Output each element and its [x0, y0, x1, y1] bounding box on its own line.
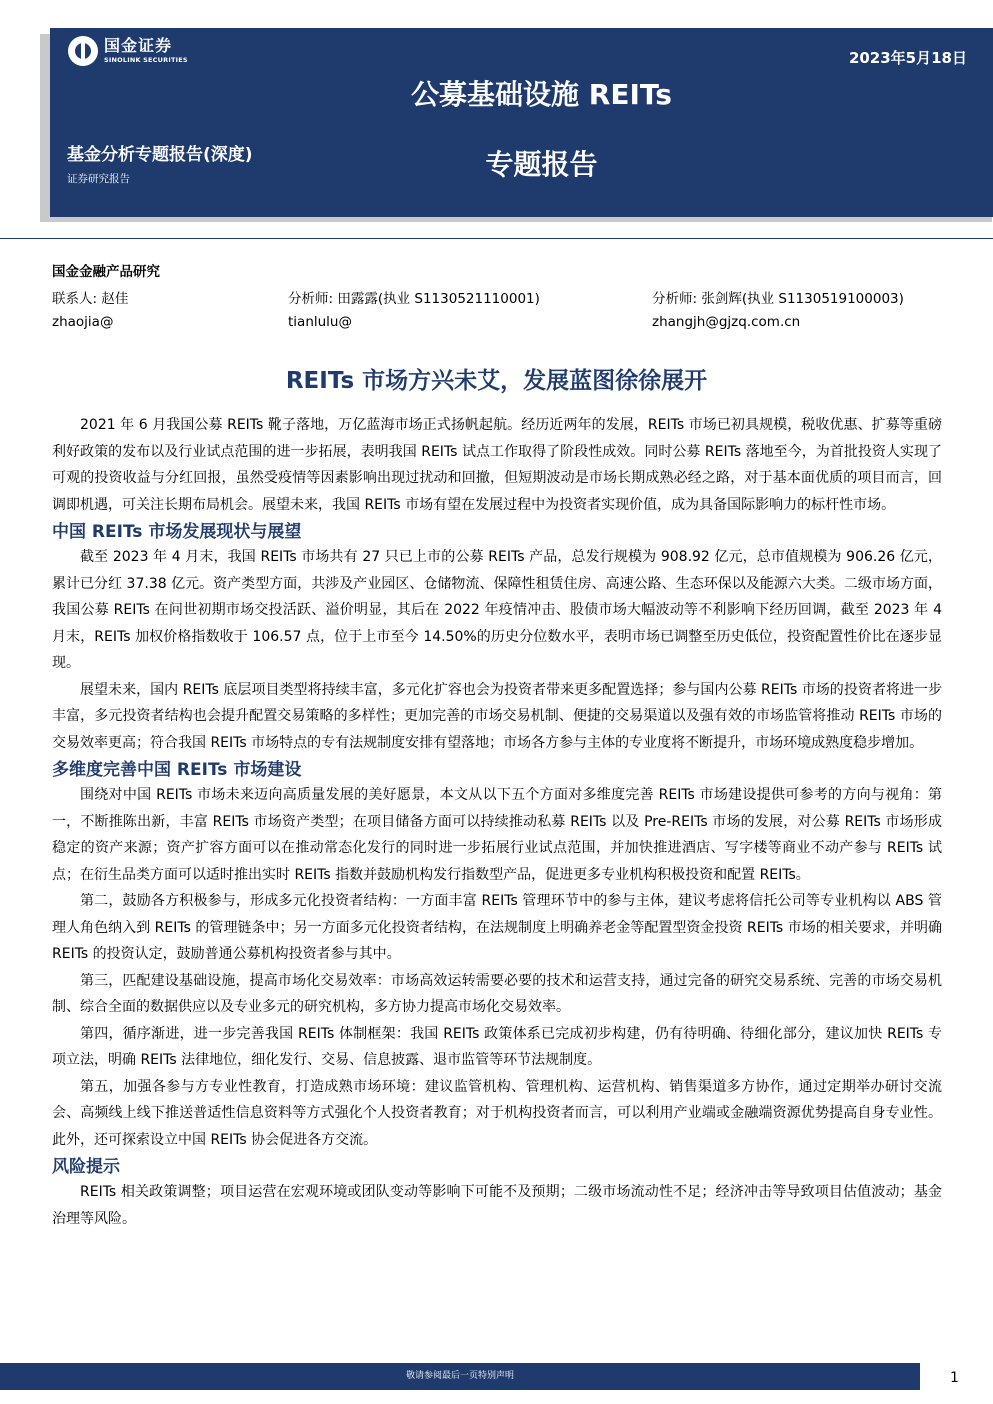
paragraph-status: 截至 2023 年 4 月末，我国 REITs 市场共有 27 只已上市的公募 REITs 产品，总发行规模为 908.92 亿元，总市值规模为 906.26 亿元，累计已分红 37.38 亿元。资产类型方面，共涉及产业园区、仓储物流、保障性租赁住房、高速公路、生态环保以及能源六大类。二级市场方面，我国公募 REITs 在问世初期市场交投活跃、溢价明显，其后在 2022 年疫情冲击、股债市场大幅波动等不利影响下经历回调，截至 2023 年 4 月末，REITs 加权价格指数收于 106.57 点，位于上市至今 14.50%的历史分位数水平，表明市场已调整至历史低位，投资配置性价比在逐步显现。 — [52, 549, 942, 671]
paragraph-outlook: 展望未来，国内 REITs 底层项目类型将持续丰富，多元化扩容也会为投资者带来更多配置选择；参与国内公募 REITs 市场的投资者将进一步丰富，多元投资者结构也会提升配置交易策略的多样性；更加完善的市场交易机制、便捷的交易渠道以及强有效的市场监管将推动 REITs 市场的交易效率更高；符合我国 REITs 市场特点的专有法规制度安排有望落地；市场各方参与主体的专业度将不断提升，市场环境成熟度稳步增加。 — [52, 681, 942, 751]
header-divider — [0, 238, 993, 239]
department-label: 国金金融产品研究 — [52, 264, 160, 280]
document-headline: REITs 市场方兴未艾，发展蓝图徐徐展开 — [285, 368, 708, 394]
sinolink-logo-icon — [68, 36, 98, 66]
contact-email: zhaojia@ — [52, 314, 114, 330]
report-subtitle: 专题报告 — [485, 148, 598, 181]
contact-name: 联系人: 赵佳 — [52, 291, 129, 307]
footer-disclaimer: 敬请参阅最后一页特别声明 — [0, 1363, 920, 1390]
paragraph-fifth: 第五，加强各参与方专业性教育，打造成熟市场环境：建议监管机构、管理机构、运营机构、销售渠道多方协作，通过定期举办研讨交流会、高频线上线下推送普适性信息资料等方式强化个人投资者教育；对于机构投资者而言，可以利用产业端或金融端资源优势提高自身专业性。此外，还可探索设立中国 REITs 协会促进各方交流。 — [52, 1078, 942, 1148]
paragraph-first: 围绕对中国 REITs 市场未来迈向高质量发展的美好愿景，本文从以下五个方面对多维度完善 REITs 市场建设提供可参考的方向与视角：第一，不断推陈出新，丰富 REITs 市场资产类型；在项目储备方面可以持续推动私募 REITs 以及 Pre-REITs 市场的发展，对公募 REITs 市场形成稳定的资产来源；资产扩容方面可以在推动常态化发行的同时进一步拓展行业试点范围，并加快推进酒店、写字楼等商业不动产参与 REITs 试点；在衍生品类方面可以适时推出实时 REITs 指数并鼓励机构发行指数型产品，促进更多专业机构积极投资和配置 REITs。 — [52, 787, 942, 883]
analyst-2-email: zhangjh@gjzq.com.cn — [652, 314, 801, 330]
paragraph-risk: REITs 相关政策调整；项目运营在宏观环境或团队变动等影响下可能不及预期；二级市场流动性不足；经济冲击等导致项目估值波动；基金治理等风险。 — [52, 1184, 942, 1227]
section-heading-construction: 多维度完善中国 REITs 市场建设 — [52, 760, 302, 780]
intro-paragraph: 2021 年 6 月我国公募 REITs 靴子落地，万亿蓝海市场正式扬帆起航。经历近两年的发展，REITs 市场已初具规模，税收优惠、扩募等重磅利好政策的发布以及行业试点范围的进一步拓展，表明我国 REITs 试点工作取得了阶段性成效。同时公募 REITs 落地至今，为首批投资人实现了可观的投资收益与分红回报，虽然受疫情等因素影响出现过扰动和回撤，但短期波动是市场长期成熟必经之路，对于基本面优质的项目而言，回调即机遇，可关注长期布局机会。展望未来，我国 REITs 市场有望在发展过程中为投资者实现价值，成为具备国际影响力的标杆性市场。 — [52, 417, 942, 513]
analyst-1-email: tianlulu@ — [288, 314, 352, 330]
report-series: 基金分析专题报告(深度) — [67, 145, 253, 165]
report-date: 2023年5月18日 — [848, 49, 967, 67]
paragraph-fourth: 第四，循序渐进，进一步完善我国 REITs 体制框架：我国 REITs 政策体系已完成初步构建，仍有待明确、待细化部分，建议加快 REITs 专项立法，明确 REITs 法律地位，细化发行、交易、信息披露、退市监管等环节法规制度。 — [52, 1025, 942, 1068]
analyst-1-name: 分析师: 田露露(执业 S1130521110001) — [288, 291, 540, 307]
section-heading-status: 中国 REITs 市场发展现状与展望 — [52, 522, 302, 542]
report-type: 证券研究报告 — [67, 173, 130, 185]
page-number: 1 — [950, 1370, 959, 1386]
report-title: 公募基础设施 REITs — [411, 78, 672, 111]
analyst-names-row — [52, 287, 952, 307]
analyst-2-name: 分析师: 张剑辉(执业 S1130519100003) — [652, 291, 904, 307]
header-banner — [50, 28, 993, 217]
section-heading-risk: 风险提示 — [52, 1157, 120, 1177]
paragraph-third: 第三，匹配建设基础设施，提高市场化交易效率：市场高效运转需要必要的技术和运营支持，通过完备的研究交易系统、完善的市场交易机制、综合全面的数据供应以及专业多元的研究机构，多方协力提高市场化交易效率。 — [52, 972, 942, 1015]
analyst-emails-row — [52, 314, 952, 334]
logo-cn-text: 国金证券 — [104, 36, 173, 56]
report-body — [52, 412, 942, 1232]
paragraph-second: 第二，鼓励各方积极参与，形成多元化投资者结构：一方面丰富 REITs 管理环节中的参与主体，建议考虑将信托公司等专业机构以 ABS 管理人角色纳入到 REITs 的管理链条中；另一方面多元化投资者结构，在法规制度上明确养老金等配置型资金投资 REITs 市场的相关要求，并明确 REITs 的投资认定，鼓励普通公募机构投资者参与其中。 — [52, 893, 942, 962]
logo-en-text: SINOLINK SECURITIES — [104, 56, 188, 65]
company-logo — [68, 36, 188, 66]
